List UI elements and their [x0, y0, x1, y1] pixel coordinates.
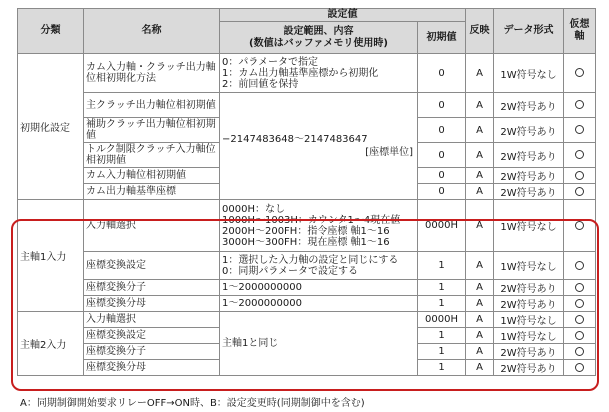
- header-range-title: 設定範囲、内容: [283, 25, 354, 37]
- circle-icon: [575, 299, 584, 308]
- initial-value: 1: [418, 280, 466, 296]
- reflect-value: A: [466, 280, 494, 296]
- initial-value: 1: [418, 252, 466, 280]
- range-cell: [220, 252, 418, 280]
- virtual-axis-mark: [564, 168, 596, 184]
- range-cell: [220, 200, 418, 252]
- virtual-axis-mark: [564, 296, 596, 312]
- header-category: 分類: [18, 9, 84, 54]
- data-format: 1W符号なし: [494, 328, 564, 344]
- virtual-axis-mark: [564, 252, 596, 280]
- range-line: 0000H：なし: [222, 203, 285, 215]
- data-format: 2W符号あり: [494, 184, 564, 200]
- virtual-axis-mark: [564, 312, 596, 328]
- reflect-value: A: [466, 328, 494, 344]
- range-line: 3000H～300FH：現在座標 軸1～16: [222, 236, 390, 248]
- row-name: 座標変換分子: [84, 344, 220, 360]
- data-format: 1W符号なし: [494, 200, 564, 252]
- range-cell: 1～2000000000: [220, 280, 418, 296]
- circle-icon: [575, 363, 584, 372]
- range-line: 1000H～1003H：カウンタ1～4現在値: [222, 214, 401, 226]
- range-line: 2000H～200FH：指令座標 軸1～16: [222, 225, 390, 237]
- data-format: 2W符号あり: [494, 143, 564, 168]
- initial-value: 1: [418, 360, 466, 376]
- header-range-note: (数値はバッファメモリ使用時): [249, 37, 388, 49]
- row-name: カム入力軸位相初期値: [84, 168, 220, 184]
- data-format: 2W符号あり: [494, 360, 564, 376]
- phase-range: −2147483648～2147483647: [222, 134, 368, 145]
- table-row: [18, 93, 596, 118]
- initial-value: 0: [418, 118, 466, 143]
- row-name: カム入力軸・クラッチ出力軸位相初期化方法: [84, 54, 220, 93]
- circle-icon: [575, 315, 584, 324]
- data-format: 2W符号あり: [494, 344, 564, 360]
- circle-icon: [575, 283, 584, 292]
- range-line: 0：パラメータで指定: [222, 56, 319, 68]
- category-spindle1: 主軸1入力: [18, 200, 84, 312]
- data-format: 2W符号あり: [494, 168, 564, 184]
- initial-value: 0000H: [418, 312, 466, 328]
- circle-icon: [575, 125, 584, 134]
- virtual-axis-mark: [564, 184, 596, 200]
- header-reflect: 反映: [466, 9, 494, 54]
- range-line: 2：前回値を保持: [222, 78, 299, 90]
- virtual-axis-mark: [564, 328, 596, 344]
- circle-icon: [575, 100, 584, 109]
- reflect-value: A: [466, 252, 494, 280]
- row-name: 入力軸選択: [84, 312, 220, 328]
- row-name: 主クラッチ出力軸位相初期値: [84, 93, 220, 118]
- header-setting-value: 設定値: [220, 9, 466, 22]
- data-format: 2W符号あり: [494, 296, 564, 312]
- row-name: 座標変換設定: [84, 252, 220, 280]
- header-name: 名称: [84, 9, 220, 54]
- data-format: 2W符号あり: [494, 118, 564, 143]
- circle-icon: [575, 261, 584, 270]
- row-name: カム出力軸基準座標: [84, 184, 220, 200]
- circle-icon: [575, 331, 584, 340]
- reflect-value: A: [466, 54, 494, 93]
- spindle2-range: 主軸1と同じ: [220, 312, 418, 376]
- data-format: 2W符号あり: [494, 93, 564, 118]
- virtual-axis-mark: [564, 360, 596, 376]
- row-name: 座標変換設定: [84, 328, 220, 344]
- table-row: [18, 54, 596, 93]
- category-spindle2: 主軸2入力: [18, 312, 84, 376]
- circle-icon: [575, 347, 584, 356]
- range-line: 1：選択した入力軸の設定と同じにする: [222, 254, 399, 266]
- initial-value: 0: [418, 54, 466, 93]
- data-format: 1W符号なし: [494, 312, 564, 328]
- table-row: [18, 296, 596, 312]
- initial-value: 0000H: [418, 200, 466, 252]
- header-range: [220, 22, 418, 54]
- initial-value: 0: [418, 93, 466, 118]
- range-cell: [220, 54, 418, 93]
- initial-value: 0: [418, 168, 466, 184]
- circle-icon: [575, 187, 584, 196]
- circle-icon: [575, 171, 584, 180]
- footnote: A：同期制御開始要求リレーOFF→ON時、B：設定変更時(同期制御中を含む): [20, 398, 365, 409]
- circle-icon: [575, 221, 584, 230]
- row-name: 補助クラッチ出力軸位相初期値: [84, 118, 220, 143]
- virtual-axis-mark: [564, 280, 596, 296]
- virtual-axis-mark: [564, 93, 596, 118]
- range-line: 0：同期パラメータで設定する: [222, 265, 359, 277]
- initial-value: 0: [418, 143, 466, 168]
- reflect-value: A: [466, 168, 494, 184]
- virtual-axis-mark: [564, 118, 596, 143]
- table-row: [18, 252, 596, 280]
- reflect-value: A: [466, 312, 494, 328]
- row-name: トルク制限クラッチ入力軸位相初期値: [84, 143, 220, 168]
- phase-unit: [座標単位]: [365, 147, 413, 158]
- header-data-format: データ形式: [494, 9, 564, 54]
- reflect-value: A: [466, 118, 494, 143]
- initial-value: 1: [418, 296, 466, 312]
- range-line: 1：カム出力軸基準座標から初期化: [222, 67, 379, 79]
- reflect-value: A: [466, 184, 494, 200]
- reflect-value: A: [466, 143, 494, 168]
- category-init: 初期化設定: [18, 54, 84, 200]
- phase-range-cell: [220, 93, 418, 200]
- data-format: 1W符号なし: [494, 252, 564, 280]
- reflect-value: A: [466, 93, 494, 118]
- table-row: [18, 200, 596, 252]
- circle-icon: [575, 68, 584, 77]
- row-name: 座標変換分母: [84, 296, 220, 312]
- initial-value: 1: [418, 328, 466, 344]
- reflect-value: A: [466, 200, 494, 252]
- header-virtual-axis: 仮想軸: [564, 9, 596, 54]
- reflect-value: A: [466, 344, 494, 360]
- virtual-axis-mark: [564, 200, 596, 252]
- circle-icon: [575, 150, 584, 159]
- header-initial: 初期値: [418, 22, 466, 54]
- reflect-value: A: [466, 296, 494, 312]
- data-format: 1W符号なし: [494, 54, 564, 93]
- virtual-axis-mark: [564, 54, 596, 93]
- range-cell: 1～2000000000: [220, 296, 418, 312]
- initial-value: 0: [418, 184, 466, 200]
- initial-value: 1: [418, 344, 466, 360]
- table-row: [18, 312, 596, 328]
- virtual-axis-mark: [564, 143, 596, 168]
- data-format: 2W符号あり: [494, 280, 564, 296]
- virtual-axis-mark: [564, 344, 596, 360]
- row-name: 座標変換分母: [84, 360, 220, 376]
- row-name: 入力軸選択: [84, 200, 220, 252]
- reflect-value: A: [466, 360, 494, 376]
- row-name: 座標変換分子: [84, 280, 220, 296]
- settings-table: [17, 8, 596, 376]
- table-row: [18, 280, 596, 296]
